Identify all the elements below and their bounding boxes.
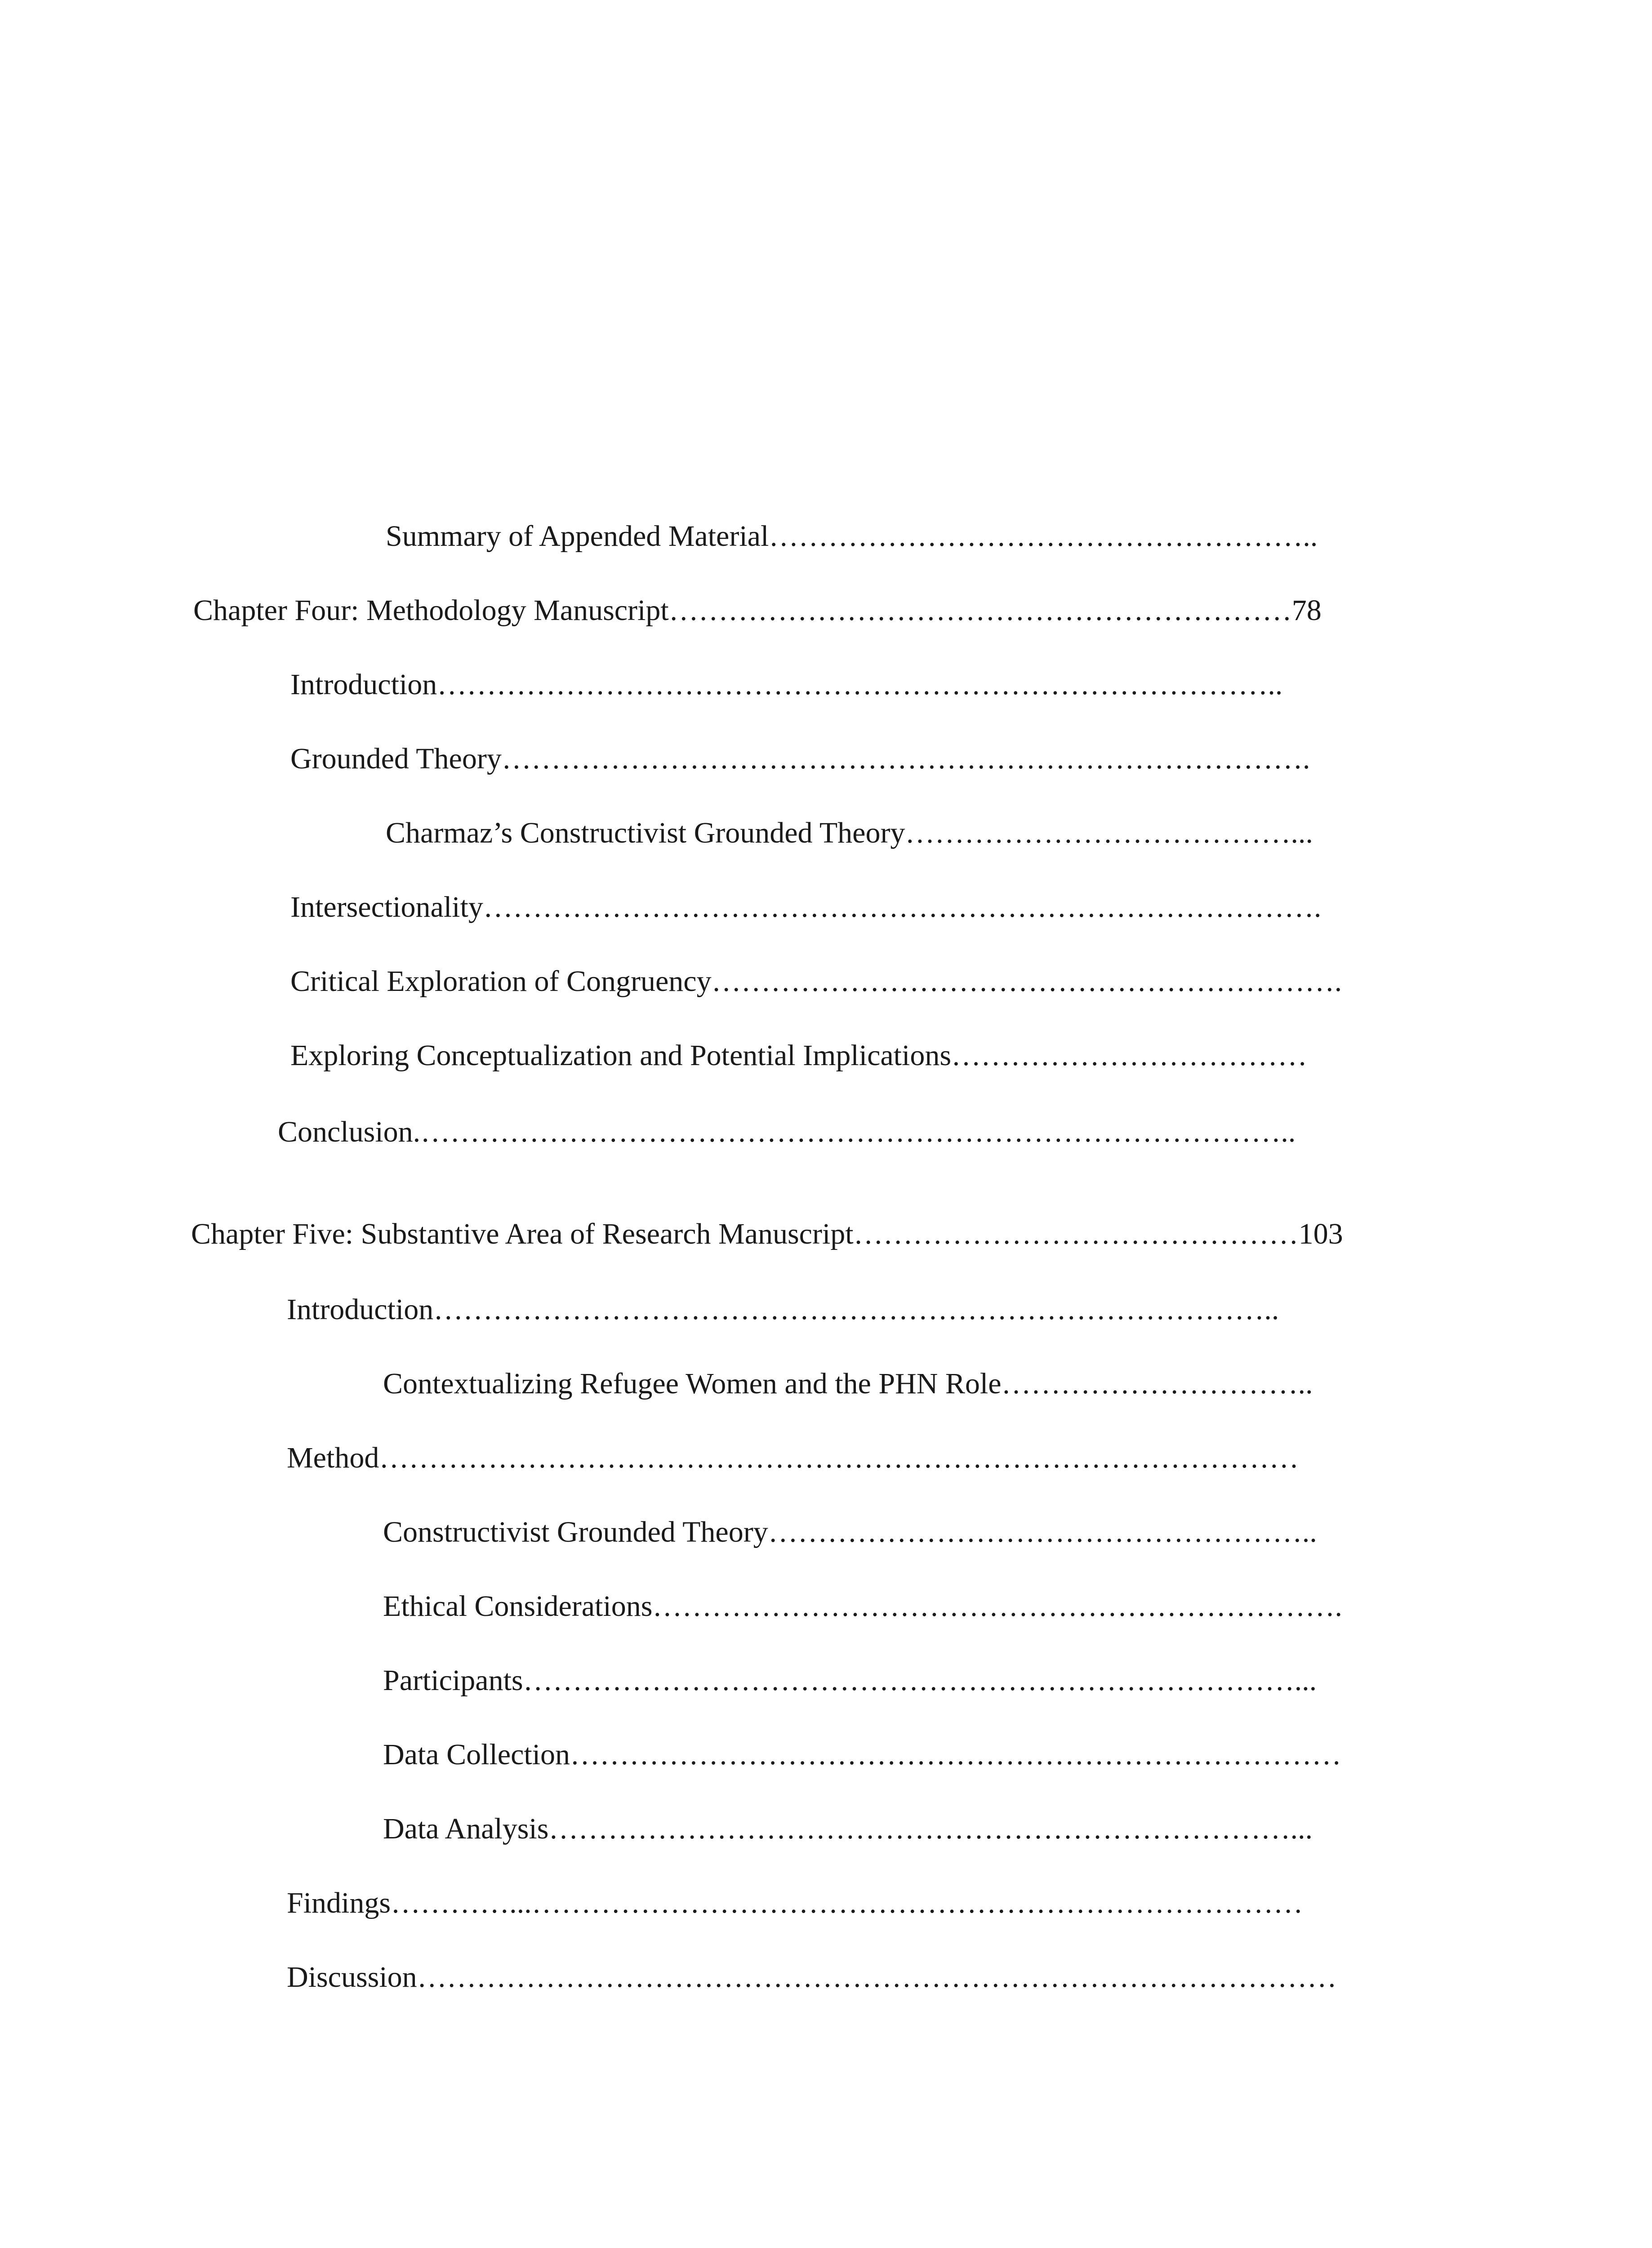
toc-entry-title: Conclusion. <box>278 1115 421 1148</box>
toc-entry-title: Introduction <box>290 668 437 701</box>
toc-entry-title: Ethical Considerations <box>383 1590 653 1623</box>
toc-entry <box>287 1440 1299 1476</box>
toc-entry-title: Summary of Appended Material <box>386 520 769 553</box>
toc-entry <box>383 1663 1317 1699</box>
toc-entry-title: Introduction <box>287 1293 434 1326</box>
toc-entry-page: 103 <box>1298 1218 1343 1250</box>
toc-entry-leader: ………………………………………………………………………………… <box>379 1441 1299 1474</box>
toc-entry <box>290 741 1310 777</box>
toc-entry-leader: ………………………………………………………………………….. <box>433 1293 1279 1326</box>
toc-entry-leader: ……………………………………………….. <box>768 1516 1317 1548</box>
toc-entry-leader: ………………………………………………………………………. <box>501 742 1310 775</box>
toc-entry <box>278 1114 1296 1150</box>
toc-entry-leader: …………………………………………………………………………. <box>483 891 1322 923</box>
toc-entry <box>386 518 1318 554</box>
toc-entry-title: Grounded Theory <box>290 742 502 775</box>
toc-entry-leader: ……………………………………………………… <box>668 594 1292 627</box>
toc-entry-leader: …………...…………………………………………………………………… <box>391 1887 1303 1919</box>
toc-entry-leader: ………………………………………………………………………………… <box>417 1961 1337 1994</box>
toc-entry-leader: …………………………………………………………………... <box>548 1812 1313 1845</box>
toc-entry-leader: ……………………………………………………………. <box>652 1590 1342 1623</box>
toc-entry-leader: …………………………………... <box>905 816 1313 849</box>
toc-entry <box>386 815 1313 851</box>
toc-entry-title: Data Collection <box>383 1738 570 1771</box>
toc-entry <box>287 1885 1303 1921</box>
toc-entry-leader: ………………………………………………………. <box>711 965 1342 998</box>
toc-entry <box>290 889 1321 925</box>
toc-entry-leader: ……………………………………………….. <box>769 520 1318 553</box>
toc-entry-title: Discussion <box>287 1961 417 1994</box>
toc-entry-title: Chapter Four: Methodology Manuscript <box>193 594 669 627</box>
toc-entry-title: Method <box>287 1441 379 1474</box>
toc-entry <box>191 1216 1343 1252</box>
toc-entry-leader: ……………………………………………………………………... <box>523 1664 1317 1697</box>
toc-entry <box>383 1366 1313 1402</box>
toc-entry <box>383 1588 1342 1624</box>
toc-entry <box>290 1038 1307 1074</box>
toc-entry-leader: ………………………….. <box>1001 1367 1313 1400</box>
toc-entry-title: Critical Exploration of Congruency <box>290 965 712 998</box>
toc-entry-leader: ……………………………………… <box>853 1218 1299 1250</box>
toc-entry-page: 78 <box>1291 594 1322 627</box>
toc-entry <box>383 1811 1313 1847</box>
toc-entry-title: Intersectionality <box>290 891 483 923</box>
toc-entry-title: Findings <box>287 1887 391 1919</box>
toc-entry <box>383 1514 1317 1550</box>
toc-entry-title: Contextualizing Refugee Women and the PHN Role <box>383 1367 1002 1400</box>
toc-entry-leader: …………………………………………………………………… <box>570 1738 1342 1771</box>
toc-entry-leader: …………………………………………………………………………….. <box>420 1115 1296 1148</box>
toc-entry-leader: ……………………………… <box>951 1039 1308 1072</box>
toc-entry <box>287 1959 1337 1995</box>
toc-entry-title: Chapter Five: Substantive Area of Research Manuscript <box>191 1218 854 1250</box>
toc-entry <box>290 667 1282 703</box>
toc-entry-title: Data Analysis <box>383 1812 549 1845</box>
toc-entry-leader: ………………………………………………………………………….. <box>437 668 1283 701</box>
toc-entry-title: Participants <box>383 1664 523 1697</box>
toc-entry-title: Charmaz’s Constructivist Grounded Theory <box>386 816 905 849</box>
toc-entry <box>287 1292 1279 1328</box>
toc-entry-title: Exploring Conceptualization and Potential Implications <box>290 1039 952 1072</box>
toc-entry <box>193 593 1322 629</box>
toc-entry <box>383 1737 1341 1773</box>
toc-entry <box>290 963 1342 999</box>
toc-entry-title: Constructivist Grounded Theory <box>383 1516 768 1548</box>
